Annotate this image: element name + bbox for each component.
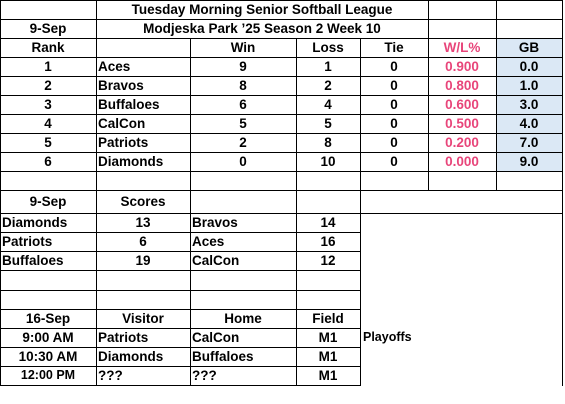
grid-line	[296, 38, 297, 191]
win-cell: 6	[239, 97, 247, 112]
loss-cell: 2	[324, 78, 332, 93]
grid-line	[0, 152, 563, 153]
field-header: Field	[312, 311, 344, 326]
rank-cell: 4	[44, 116, 52, 131]
team-name: Buffaloes	[98, 97, 160, 112]
grid-line	[0, 0, 563, 1]
field-cell: M1	[318, 368, 338, 383]
home-team: Buffaloes	[192, 349, 254, 364]
field-cell: M1	[318, 349, 338, 364]
gb-cell: 3.0	[519, 97, 539, 112]
grid-line	[190, 190, 191, 386]
home-team: ???	[192, 368, 217, 383]
score-team2: CalCon	[192, 253, 240, 268]
visitor-team: ???	[98, 368, 123, 383]
grid-line	[0, 366, 361, 367]
grid-line	[190, 0, 191, 1]
rank-header: Rank	[31, 40, 65, 55]
grid-line	[0, 0, 1, 386]
tie-cell: 0	[390, 59, 398, 74]
tie-cell: 0	[390, 78, 398, 93]
wl-header: W/L%	[443, 40, 481, 55]
loss-cell: 10	[320, 154, 336, 169]
scores-label: Scores	[120, 194, 166, 209]
team-name: CalCon	[98, 116, 146, 131]
team-name: Aces	[98, 59, 131, 74]
tie-cell: 0	[390, 116, 398, 131]
tie-cell: 0	[390, 97, 398, 112]
wl-cell: 0.200	[445, 135, 479, 150]
gb-cell: 1.0	[519, 78, 539, 93]
team-name: Bravos	[98, 78, 144, 93]
grid-line	[96, 0, 97, 386]
win-header: Win	[230, 40, 256, 55]
league-title: Tuesday Morning Senior Softball League	[131, 2, 393, 17]
grid-line	[0, 76, 563, 77]
gb-header: GB	[518, 40, 540, 55]
header-date: 9-Sep	[29, 21, 67, 36]
win-cell: 5	[239, 116, 247, 131]
grid-line	[0, 57, 563, 58]
visitor-team: Diamonds	[98, 349, 164, 364]
grid-line	[0, 190, 563, 191]
grid-line	[0, 232, 361, 233]
score-team1: Patriots	[2, 234, 53, 249]
win-cell: 2	[239, 135, 247, 150]
gb-cell: 7.0	[519, 135, 539, 150]
tie-header: Tie	[384, 40, 404, 55]
score-team1: Diamonds	[2, 215, 68, 230]
grid-line	[0, 114, 563, 115]
grid-line	[0, 213, 563, 214]
grid-line	[0, 171, 563, 172]
win-cell: 8	[239, 78, 247, 93]
grid-line	[0, 38, 563, 39]
wl-cell: 0.900	[445, 59, 479, 74]
game-time: 12:00 PM	[20, 368, 76, 382]
field-cell: M1	[318, 330, 338, 345]
schedule-date: 16-Sep	[25, 311, 71, 326]
visitor-team: Patriots	[98, 330, 149, 345]
scores-date: 9-Sep	[29, 194, 67, 209]
score-value2: 14	[320, 215, 336, 230]
grid-line	[0, 133, 563, 134]
rank-cell: 6	[44, 154, 52, 169]
loss-cell: 1	[324, 59, 332, 74]
score-value1: 6	[139, 234, 147, 249]
score-team2: Aces	[192, 234, 225, 249]
gb-cell: 4.0	[519, 116, 539, 131]
rank-cell: 1	[44, 59, 52, 74]
loss-cell: 4	[324, 97, 332, 112]
gb-cell: 9.0	[519, 154, 539, 169]
score-team2: Bravos	[192, 215, 238, 230]
schedule-note: Playoffs	[363, 330, 412, 344]
home-header: Home	[224, 311, 262, 326]
grid-line	[562, 0, 563, 386]
home-team: CalCon	[192, 330, 240, 345]
grid-line	[0, 19, 563, 20]
wl-cell: 0.600	[445, 97, 479, 112]
grid-line	[0, 270, 361, 271]
win-cell: 0	[239, 154, 247, 169]
grid-line	[360, 38, 361, 191]
grid-line	[0, 328, 361, 329]
grid-line	[496, 0, 497, 191]
loss-cell: 8	[324, 135, 332, 150]
score-value1: 13	[135, 215, 151, 230]
tie-cell: 0	[390, 154, 398, 169]
score-value2: 12	[320, 253, 336, 268]
gb-cell: 0.0	[519, 59, 539, 74]
grid-line	[190, 38, 191, 191]
rank-cell: 2	[44, 78, 52, 93]
visitor-header: Visitor	[122, 311, 164, 326]
wl-cell: 0.000	[445, 154, 479, 169]
grid-line	[0, 290, 361, 291]
grid-line	[0, 95, 563, 96]
wl-cell: 0.500	[445, 116, 479, 131]
grid-line	[428, 38, 429, 191]
wl-cell: 0.800	[445, 78, 479, 93]
grid-line	[0, 347, 361, 348]
grid-line	[360, 190, 361, 386]
rank-cell: 5	[44, 135, 52, 150]
team-name: Diamonds	[98, 154, 164, 169]
rank-cell: 3	[44, 97, 52, 112]
team-name: Patriots	[98, 135, 149, 150]
grid-line	[0, 251, 361, 252]
grid-line	[296, 190, 297, 386]
season-subtitle: Modjeska Park ’25 Season 2 Week 10	[143, 21, 381, 36]
grid-line	[0, 309, 361, 310]
loss-header: Loss	[312, 40, 344, 55]
grid-line	[0, 385, 361, 386]
game-time: 10:30 AM	[18, 349, 78, 364]
score-value1: 19	[135, 253, 151, 268]
grid-line	[428, 0, 429, 39]
score-team1: Buffaloes	[2, 253, 64, 268]
game-time: 9:00 AM	[22, 330, 74, 345]
score-value2: 16	[320, 234, 336, 249]
loss-cell: 5	[324, 116, 332, 131]
win-cell: 9	[239, 59, 247, 74]
tie-cell: 0	[390, 135, 398, 150]
